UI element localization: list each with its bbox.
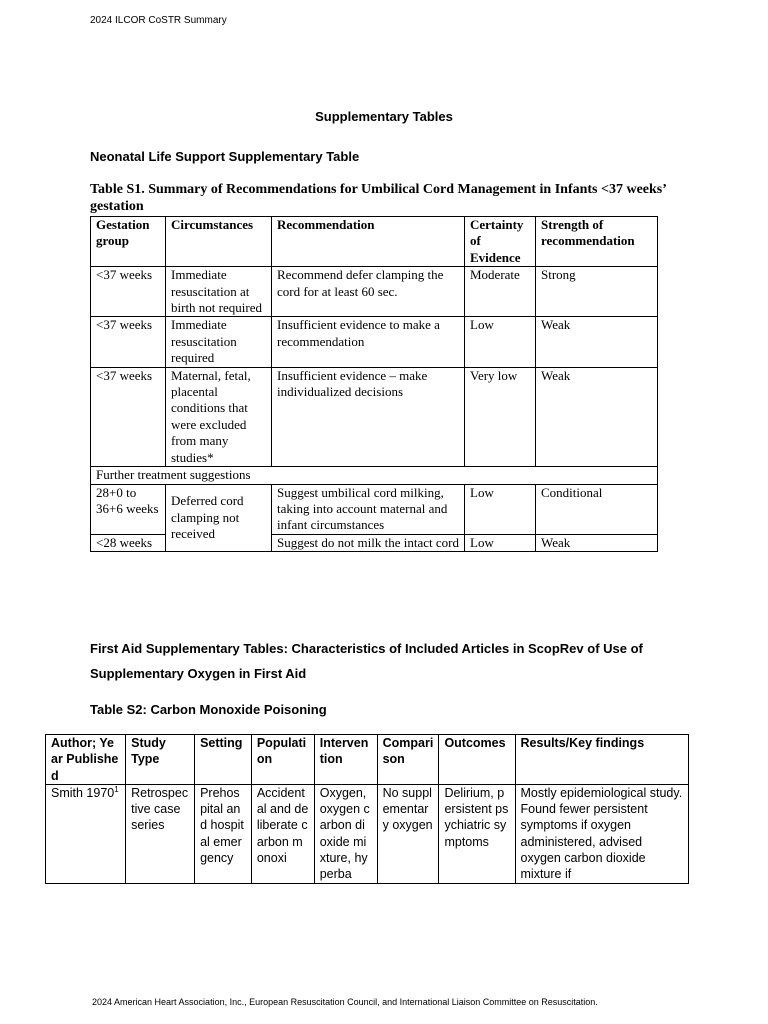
table-cell [46,784,126,883]
table-row [46,784,689,883]
table-cell: Low [465,534,536,551]
table-cell: Moderate [465,267,536,317]
table-row [91,484,658,534]
table-s2 [45,734,689,884]
column-header: Circumstances [166,217,272,267]
column-header: Gestation group [91,217,166,267]
table-cell: Accidental and deliberate carbon monoxi [251,784,314,883]
column-header: Results/Key findings [515,735,688,785]
table-cell: <37 weeks [91,267,166,317]
table-cell: Conditional [536,484,658,534]
column-header: Strength of recommendation [536,217,658,267]
table-s2-caption: Table S2: Carbon Monoxide Poisoning [90,702,327,717]
table-cell: Insufficient evidence – make individualized decisions [272,367,465,466]
table-row [91,317,658,367]
table-subheading-row [91,467,658,484]
section-heading-neonatal: Neonatal Life Support Supplementary Table [90,149,360,164]
table-cell-merged: Deferred cord clamping not received [166,484,272,552]
further-treatment-label: Further treatment suggestions [91,467,658,484]
column-header: Outcomes [439,735,515,785]
table-cell: Strong [536,267,658,317]
table-s1-caption: Table S1. Summary of Recommendations for Umbilical Cord Management in Infants <37 weeks’ gestation [90,182,666,214]
column-header: Intervention [314,735,377,785]
column-header: Author; Year Published [46,735,126,785]
table-cell: <37 weeks [91,367,166,466]
section-heading-first-aid: First Aid Supplementary Tables: Characteristics of Included Articles in ScopRev of Use of Supplementary Oxygen in First Aid [90,641,643,681]
table-cell: Delirium, persistent psychiatric symptoms [439,784,515,883]
table-row [91,267,658,317]
column-header: Comparison [377,735,439,785]
table-cell: Suggest do not milk the intact cord [272,534,465,551]
column-header: Study Type [126,735,195,785]
column-header: Population [251,735,314,785]
table-cell: Insufficient evidence to make a recommendation [272,317,465,367]
reference-number: 1 [114,784,119,794]
table-cell: Suggest umbilical cord milking, taking into account maternal and infant circumstances [272,484,465,534]
table-cell: Low [465,484,536,534]
table-cell: 28+0 to 36+6 weeks [91,484,166,534]
table-cell: Very low [465,367,536,466]
page-footer: 2024 American Heart Association, Inc., European Resuscitation Council, and International Liaison Committee on Resuscitation. [92,997,598,1007]
table-cell: Weak [536,367,658,466]
table-cell: Retrospective case series [126,784,195,883]
column-header: Setting [195,735,252,785]
table-cell: Weak [536,534,658,551]
table-cell: Immediate resuscitation at birth not required [166,267,272,317]
page-title: Supplementary Tables [315,109,453,124]
table-cell: Recommend defer clamping the cord for at least 60 sec. [272,267,465,317]
column-header: Recommendation [272,217,465,267]
author-year: Smith 1970 [51,785,115,800]
table-cell: Mostly epidemiological study. Found fewer persistent symptoms if oxygen administered, advised oxygen carbon dioxide mixture if [515,784,688,883]
table-cell: Low [465,317,536,367]
column-header: Certainty of Evidence [465,217,536,267]
table-cell: No supplementary oxygen [377,784,439,883]
table-header-row [46,735,689,785]
table-header-row [91,217,658,267]
table-s1 [90,216,658,552]
table-cell: <37 weeks [91,317,166,367]
table-cell: Weak [536,317,658,367]
table-cell: Prehospital and hospital emergency [195,784,252,883]
table-cell: Oxygen, oxygen carbon dioxide mixture, hyperba [314,784,377,883]
running-header: 2024 ILCOR CoSTR Summary [90,15,227,26]
table-cell: Maternal, fetal, placental conditions that were excluded from many studies* [166,367,272,466]
table-row [91,367,658,466]
table-cell: Immediate resuscitation required [166,317,272,367]
table-cell: <28 weeks [91,534,166,551]
